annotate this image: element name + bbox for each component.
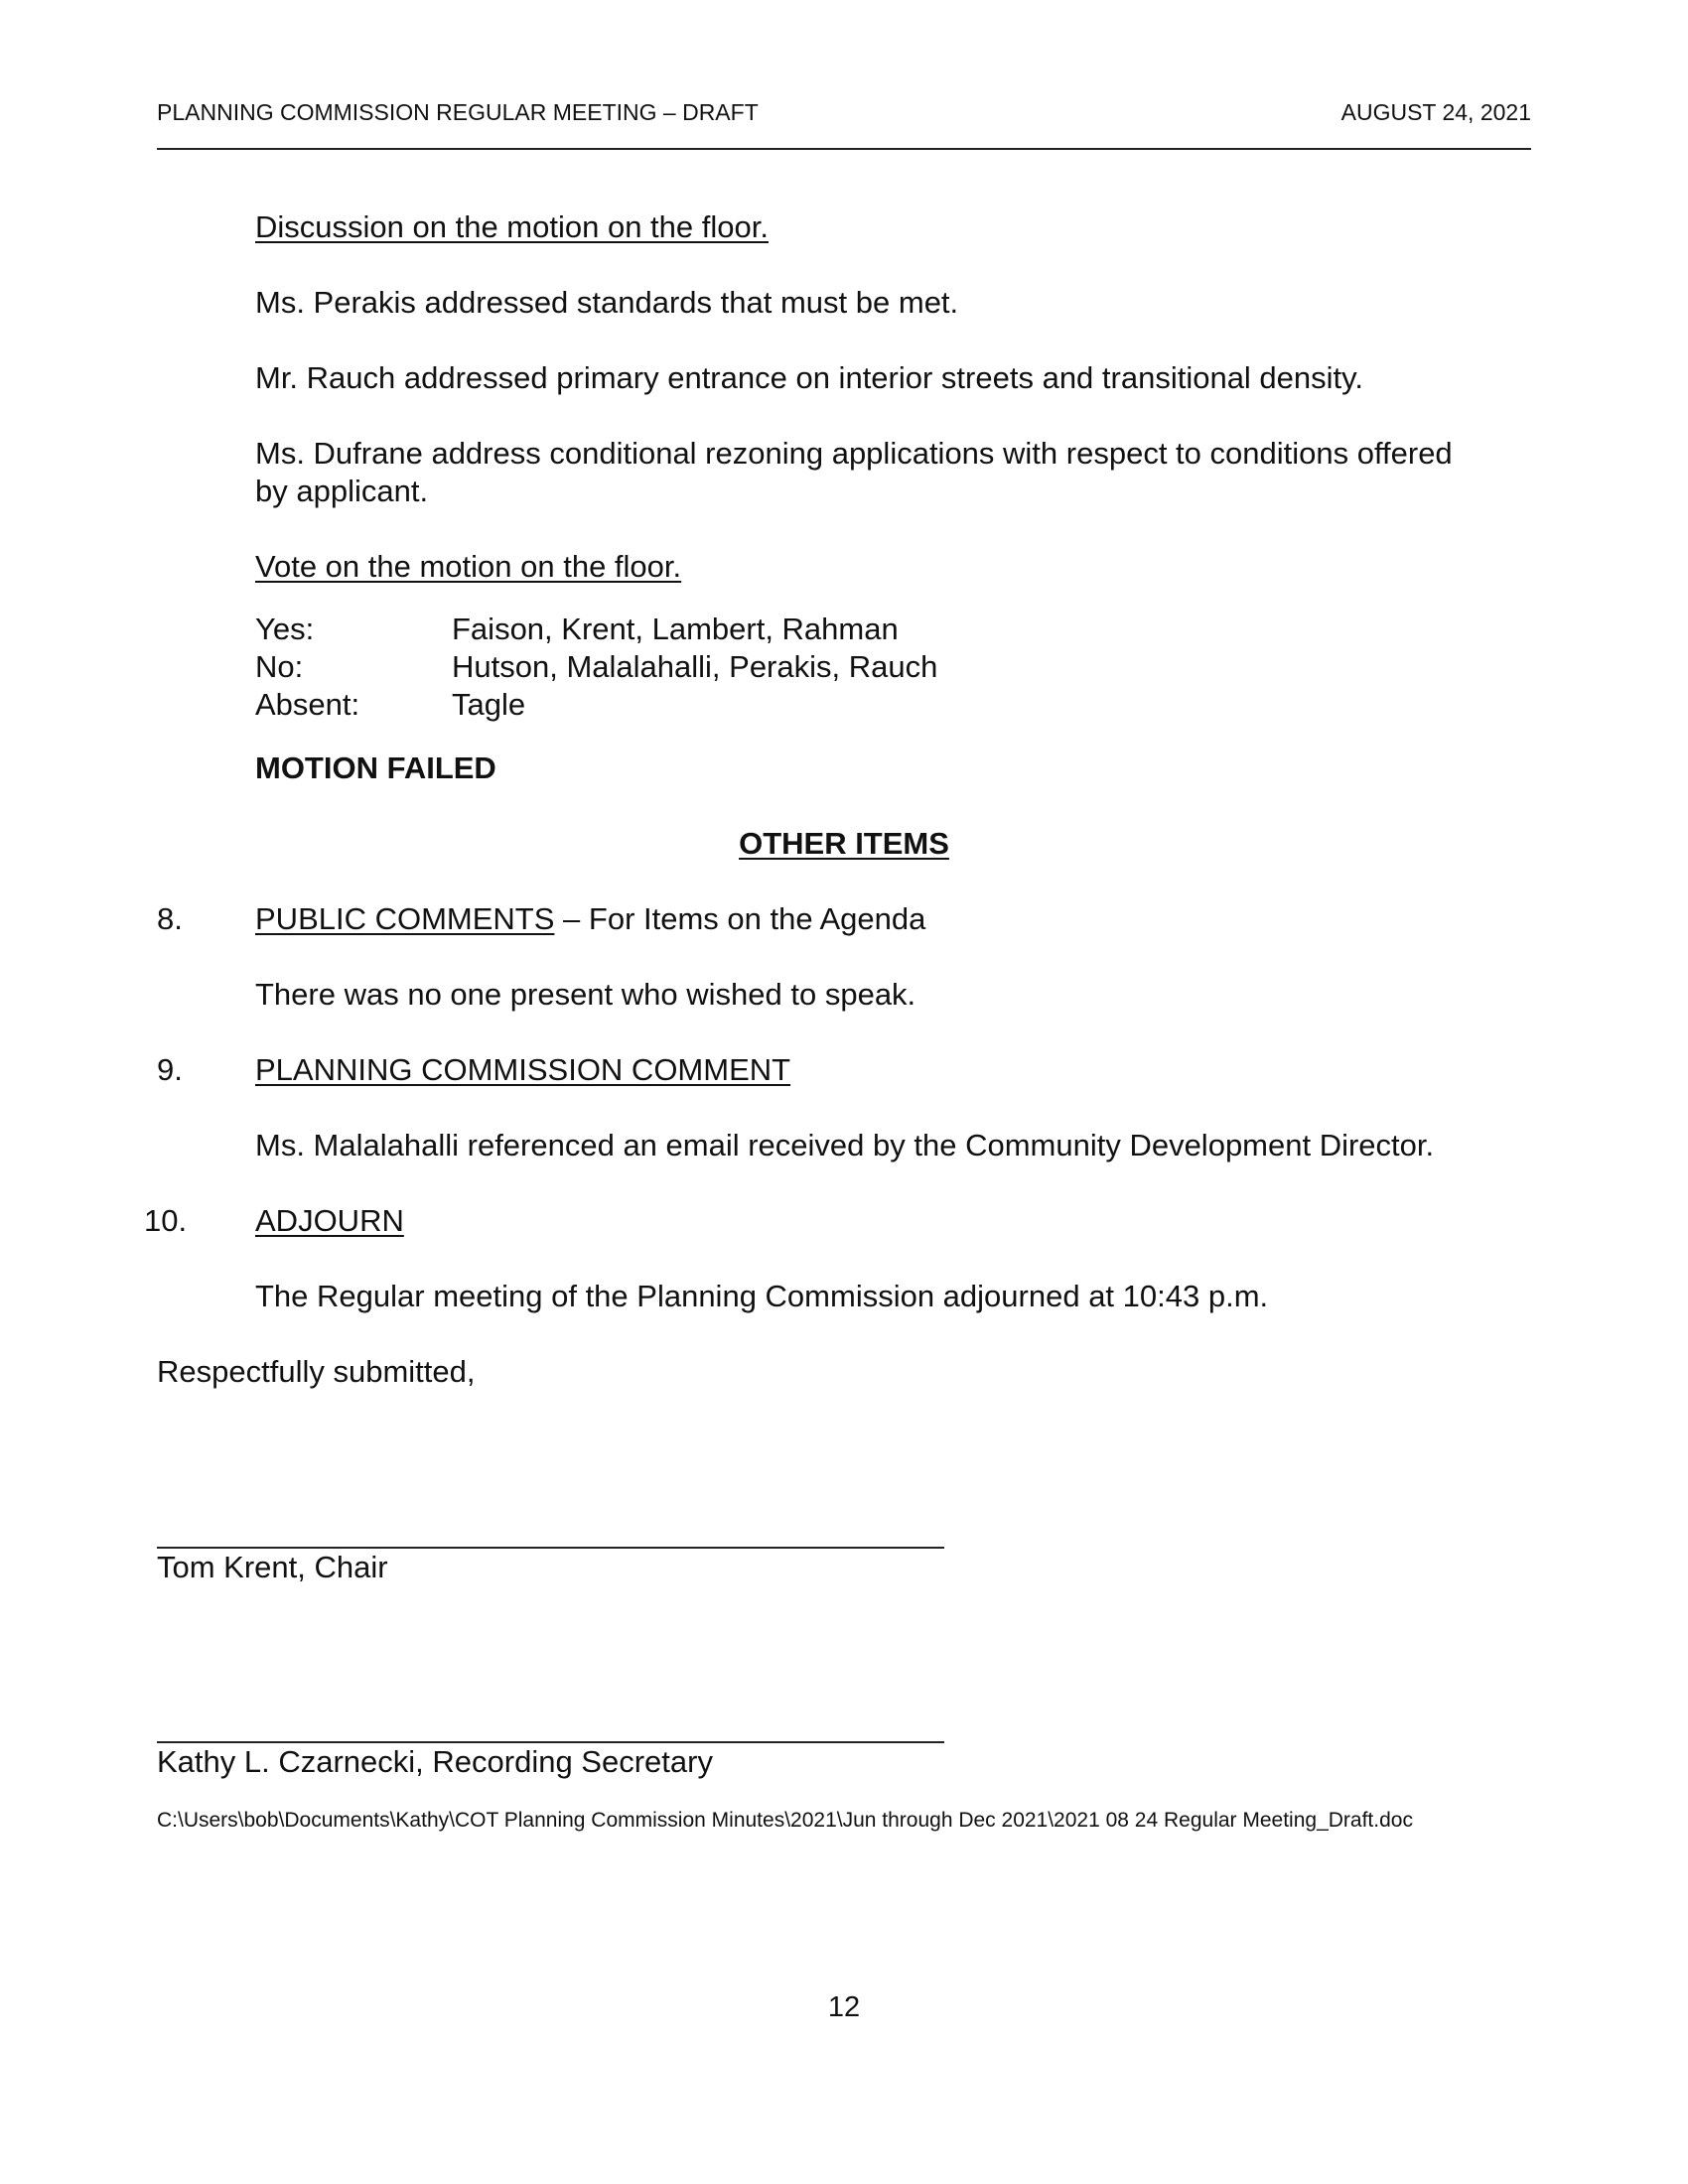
item-title-public-comments [255,900,925,938]
discussion-item: Ms. Perakis addressed standards that must be met. [255,285,959,320]
discussion-item-continued: by applicant. [255,474,429,508]
page-number: 12 [827,1991,861,2023]
item-title: PUBLIC COMMENTS [255,901,555,936]
header-divider [157,148,1531,150]
motion-result: MOTION FAILED [255,751,496,785]
vote-names-no: Hutson, Malalahalli, Perakis, Rauch [452,649,938,684]
item-number: 8. [157,901,183,936]
signature-name-chair: Tom Krent, Chair [157,1550,388,1584]
item-text: There was no one present who wished to speak. [255,977,916,1012]
item-title-adjourn: ADJOURN [255,1203,404,1238]
closing-text: Respectfully submitted, [157,1354,476,1389]
vote-label-yes: Yes: [255,612,315,646]
vote-names-absent: Tagle [452,687,526,722]
discussion-item: Ms. Dufrane address conditional rezoning applications with respect to conditions offered [255,436,1453,471]
item-text: The Regular meeting of the Planning Commission adjourned at 10:43 p.m. [255,1279,1269,1313]
header-date: AUGUST 24, 2021 [1340,99,1531,125]
header-title: PLANNING COMMISSION REGULAR MEETING – DRAFT [157,99,759,125]
vote-label-no: No: [255,649,304,684]
file-path: C:\Users\bob\Documents\Kathy\COT Planning Commission Minutes\2021\Jun through Dec 2021\2021 08 24 Regular Meeting_Draft.doc [157,1809,1413,1832]
discussion-item: Mr. Rauch addressed primary entrance on interior streets and transitional density. [255,360,1363,395]
discussion-heading: Discussion on the motion on the floor. [255,209,769,244]
item-number: 10. [144,1203,188,1238]
item-title-planning-commission-comment: PLANNING COMMISSION COMMENT [255,1052,791,1087]
vote-heading: Vote on the motion on the floor. [255,549,682,584]
item-number: 9. [157,1052,183,1087]
signature-name-secretary: Kathy L. Czarnecki, Recording Secretary [157,1744,713,1779]
vote-names-yes: Faison, Krent, Lambert, Rahman [452,612,899,646]
vote-label-absent: Absent: [255,687,360,722]
item-title-suffix: – For Items on the Agenda [554,901,926,936]
section-heading-other-items: OTHER ITEMS [739,826,949,861]
item-text: Ms. Malalahalli referenced an email received by the Community Development Director. [255,1128,1435,1162]
